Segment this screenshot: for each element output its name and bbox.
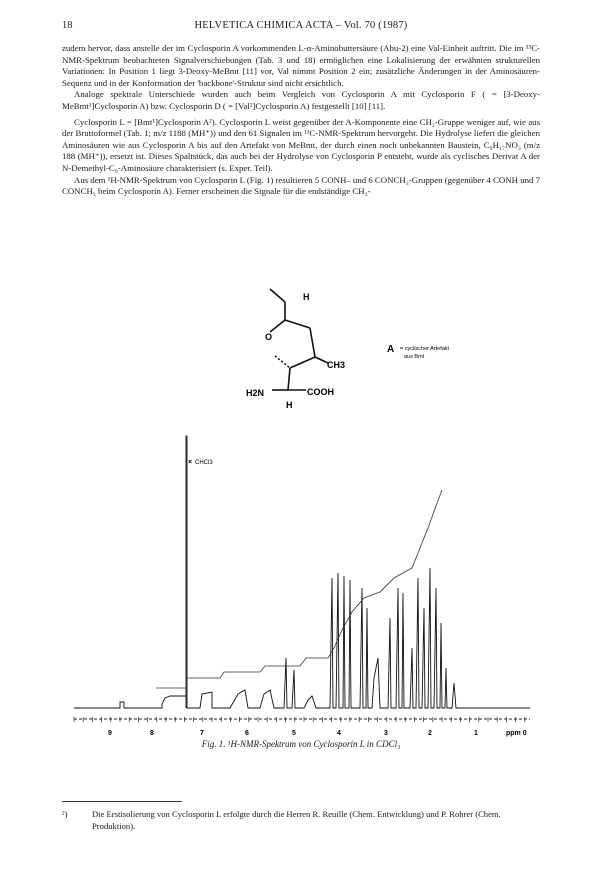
spectrum-trace [74,436,530,708]
axis-tick-label: 6 [245,730,249,737]
nmr-spectrum [74,436,530,737]
footnote-mark: ²) [62,809,68,819]
body-text [62,43,540,198]
struct-label-desc-1: = cyclischer Artefakt [400,346,450,352]
struct-label-A: A [387,344,395,355]
paragraph-2: Analoge spektrale Unterschiede wurden auch beim Vergleich von Cyclosporin A mit Cyclosporin F ( = [3-Deoxy-MeBmt¹]Cyclosporin A) bzw. Cyclosporin D ( = [Val²]Cyclosporin A) festgestellt [10] [11]. [62,89,540,111]
figure-caption: Fig. 1. ¹H-NMR-Spektrum von Cyclosporin L in CDCl₃ [201,739,401,749]
struct-label-desc-2: aus Bmt [404,354,425,360]
ring-bond-1 [270,320,285,332]
paragraph-4: Aus dem ¹H-NMR-Spektrum von Cyclosporin L (Fig. 1) resultieren 5 CONH– und 6 CONCH₃-Gruppen (gegenüber 4 CONH und 7 CONCH₃ beim Cyclosporin A). Ferner erscheinen die Signale für die endständige CH₃- [62,174,540,197]
figure-svg [60,278,540,748]
alpha-bond [288,368,290,390]
figure-1 [60,278,540,748]
struct-atom-O: O [265,332,273,342]
ethyl-bond-1 [270,289,285,302]
axis-tick-label: 3 [384,730,388,737]
axis-tick-label: 9 [108,730,112,737]
footnote-text: Die Erstisolierung von Cyclosporin L erfolgte durch die Herren R. Reuille (Chem. Entwicklung) und P. Rohrer (Chem. Produktion). [92,809,501,831]
struct-group-COOH: COOH [307,387,334,397]
axis-tick-label: 8 [150,730,154,737]
axis-tick-label: ppm 0 [506,730,527,737]
axis-tick-label: 5 [292,730,296,737]
struct-group-CH3: CH3 [327,360,346,370]
axis-tick-label: 1 [474,730,478,737]
running-title: HELVETICA CHIMICA ACTA – Vol. 70 (1987) [194,20,408,31]
axis-labels [108,730,527,737]
ring-bond-2 [285,320,310,328]
footnote [62,809,540,832]
structure-A [270,289,328,390]
solvent-marker: × [188,459,193,466]
ring-bond-3 [310,328,315,357]
page-number: 18 [62,20,73,31]
axis-tick-label: 2 [428,730,432,737]
axis-tick-label: 4 [337,730,341,737]
ring-bond-4 [290,357,315,368]
struct-group-H2N: H2N [246,388,265,398]
integral-curve [156,490,442,688]
ring-bond-dashed [275,356,290,368]
page-header [62,20,540,36]
footnote-divider [62,801,182,802]
solvent-label: CHCl3 [195,460,213,466]
paragraph-1: zudem hervor, dass anstelle der im Cyclosporin A vorkommenden L-α-Aminobuttersäure (Abu-2) eine Val-Einheit auftritt. Die im ¹³C-NMR-Spektrum beobachteten Signalverschiebungen (Tab. 3 und 18) ermöglichen eine Lokalisierung der erwähnten strukturellen Variationen: In Position 1 liegt 3-Deoxy-MeBmt [11] vor, Val nimmt Position 2 ein; zusätzliche Änderungen in der Aminosäuren-Sequenz und in der Konformation der 'backbone'-Struktur sind nicht ersichtlich. [62,43,540,88]
struct-atom-H: H [303,292,310,302]
axis-tick-label: 7 [200,730,204,737]
paragraph-3: Cyclosporin L = [Bmt¹]Cyclosporin A²). Cyclosporin L weist gegenüber der A-Komponente eine CH₂-Gruppe weniger auf, wie aus der Bruttoformel (Tab. 1; m/z 1188 (MH⁺)) und den 61 Signalen im ¹³C-NMR-Spektrum hervorgeht. Die Hydrolyse liefert die gleichen Aminosäuren wie aus Cyclosporin A bis auf den Artefakt von MeBmt, der durch einen noch unbekannten Baustein, C₉H₁₇NO₃ (m/z 188 (MH⁺)), ersetzt ist. Dieses Spaltstück, das auch bei der Hydrolyse von Cyclosporin P entsteht, wurde als cyclisches Derivat A der N-Demethyl-C₉-Aminosäure charakterisiert (s. Exper. Teil). [62,116,540,173]
struct-atom-H-bottom: H [286,400,293,410]
